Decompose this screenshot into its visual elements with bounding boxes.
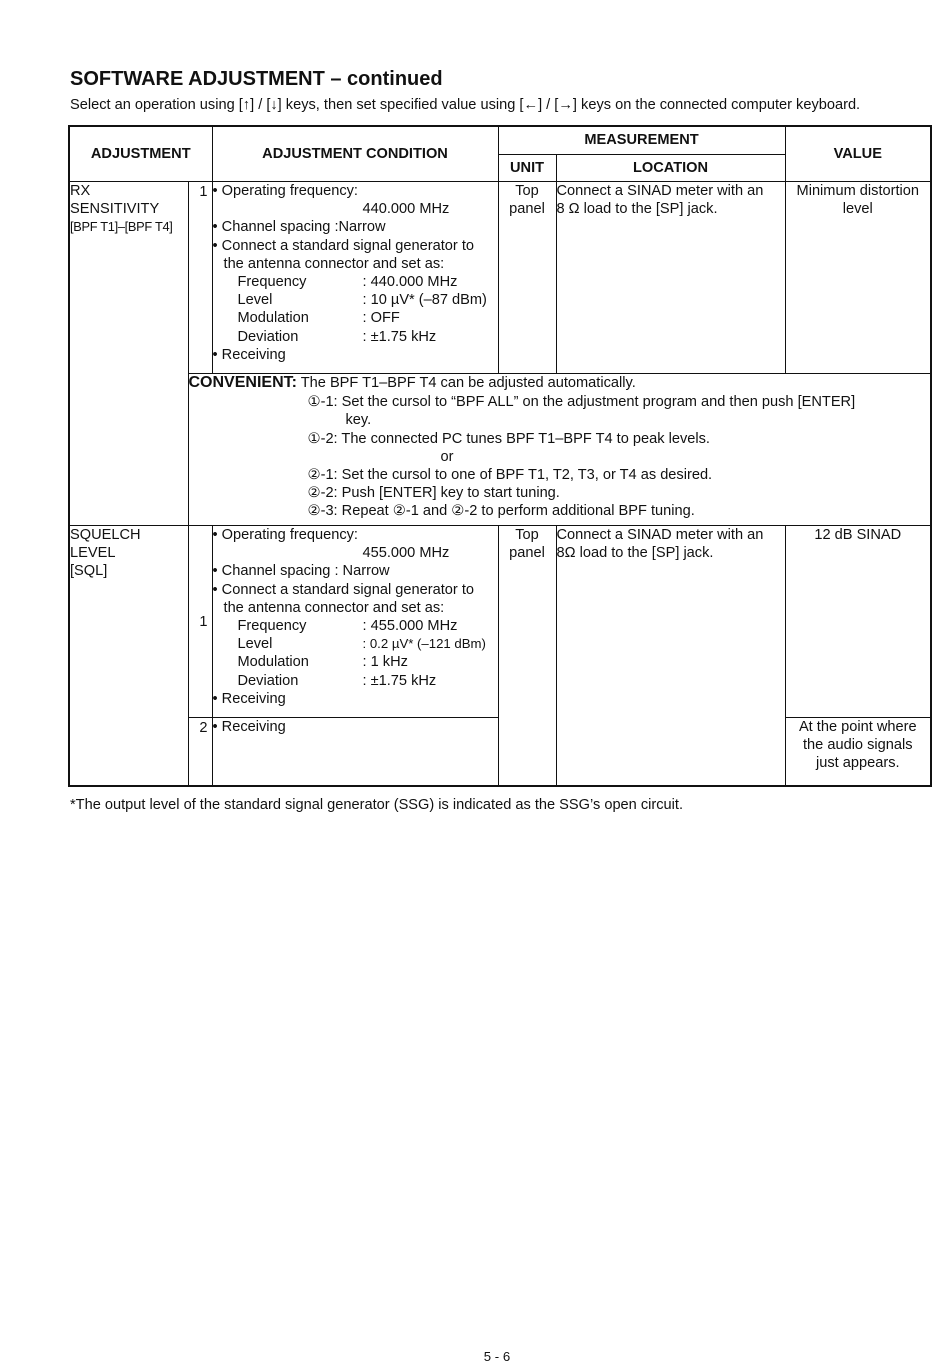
value-line: just appears. <box>816 755 900 772</box>
header-measurement: MEASUREMENT <box>498 126 785 155</box>
param-row <box>213 291 498 309</box>
adjustment-name-line: RX <box>70 183 91 199</box>
param-value: : 1 kHz <box>362 654 408 671</box>
adjustment-name-line: SENSITIVITY <box>70 201 160 218</box>
value-cell <box>785 182 931 374</box>
adjustment-name-squelch <box>69 526 188 787</box>
value-line: Minimum distortion <box>796 183 920 199</box>
adjustment-name-line: LEVEL <box>70 545 116 562</box>
convenient-step: ②-3: Repeat ②-1 and ②-2 to perform additional BPF tuning. <box>307 503 695 520</box>
unit-cell <box>498 182 556 374</box>
condition-line: • Channel spacing :Narrow <box>212 219 386 236</box>
convenient-step: ②-1: Set the cursol to one of BPF T1, T2, T3, or T4 as desired. <box>307 467 713 484</box>
adjustment-name-line: SQUELCH <box>70 527 141 543</box>
unit-line: Top <box>515 183 539 199</box>
param-row <box>213 328 498 346</box>
convenient-label: CONVENIENT: <box>188 374 297 391</box>
condition-line: 440.000 MHz <box>362 201 450 218</box>
location-cell <box>556 182 785 374</box>
condition-line: • Operating frequency: <box>212 183 358 199</box>
location-line: 8Ω load to the [SP] jack. <box>556 545 714 562</box>
param-key: Level <box>237 292 273 309</box>
param-row <box>213 617 498 635</box>
header-unit: UNIT <box>498 155 556 182</box>
param-row <box>213 653 498 671</box>
param-value: : ±1.75 kHz <box>362 328 437 345</box>
param-row <box>213 635 498 653</box>
header-row <box>69 126 931 155</box>
footnote: *The output level of the standard signal generator (SSG) is indicated as the SSG’s open circuit. <box>70 797 684 813</box>
step-number: 1 <box>188 526 212 718</box>
convenient-step: ②-2: Push [ENTER] key to start tuning. <box>307 485 560 502</box>
condition-cell <box>212 718 498 787</box>
condition-line: the antenna connector and set as: <box>223 599 445 616</box>
condition-line: • Receiving <box>212 346 286 363</box>
instruction-text: Select an operation using [↑] / [↓] keys, then set specified value using [←] / [→] keys on the connected computer keyboard. <box>70 97 861 113</box>
param-row <box>213 273 498 291</box>
page-title: SOFTWARE ADJUSTMENT – continued <box>70 68 443 90</box>
convenient-intro: The BPF T1–BPF T4 can be adjusted automatically. <box>296 375 636 391</box>
param-value: : 0.2 µV* (–121 dBm) <box>362 636 486 652</box>
value-cell <box>785 718 931 787</box>
convenient-step: ①-1: Set the cursol to “BPF ALL” on the adjustment program and then push [ENTER] <box>307 394 856 411</box>
param-key: Frequency <box>237 618 307 635</box>
adjustment-name-line: [BPF T1]–[BPF T4] <box>70 219 173 235</box>
param-value: : 10 µV* (–87 dBm) <box>362 292 487 309</box>
table-row-convenient <box>69 374 931 526</box>
condition-cell <box>212 526 498 718</box>
value-line: level <box>842 201 873 218</box>
location-line: Connect a SINAD meter with an <box>556 183 764 199</box>
param-row <box>213 309 498 327</box>
adjustment-table <box>68 125 932 787</box>
header-condition: ADJUSTMENT CONDITION <box>212 126 498 182</box>
condition-line: • Connect a standard signal generator to <box>212 237 474 254</box>
value-line: At the point where <box>798 719 917 735</box>
param-key: Modulation <box>237 654 309 671</box>
location-line: Connect a SINAD meter with an <box>556 527 764 543</box>
header-value: VALUE <box>785 126 931 182</box>
condition-cell <box>212 182 498 374</box>
condition-line: • Receiving <box>212 690 286 707</box>
header-adjustment: ADJUSTMENT <box>69 126 212 182</box>
condition-line: • Channel spacing : Narrow <box>212 563 390 580</box>
param-value: : 455.000 MHz <box>362 618 458 635</box>
unit-cell <box>498 526 556 787</box>
page-number: 5 - 6 <box>483 1349 511 1364</box>
param-value: : OFF <box>362 310 400 327</box>
condition-line: 455.000 MHz <box>362 545 450 562</box>
convenient-heading <box>189 374 931 392</box>
unit-line: panel <box>509 545 545 562</box>
unit-line: Top <box>515 527 539 543</box>
location-cell <box>556 526 785 787</box>
adjustment-name-line: [SQL] <box>70 563 108 580</box>
condition-line: the antenna connector and set as: <box>223 255 445 272</box>
param-key: Deviation <box>237 672 299 689</box>
value-line: the audio signals <box>803 737 913 754</box>
param-value: : ±1.75 kHz <box>362 672 437 689</box>
param-key: Level <box>237 636 273 653</box>
convenient-step: ①-2: The connected PC tunes BPF T1–BPF T4 to peak levels. <box>307 430 710 447</box>
param-key: Modulation <box>237 310 309 327</box>
param-key: Frequency <box>237 274 307 291</box>
convenient-step: key. <box>345 412 372 429</box>
table-row-squelch <box>69 526 931 718</box>
convenient-steps <box>189 393 931 520</box>
param-key: Deviation <box>237 328 299 345</box>
param-row <box>213 672 498 690</box>
header-location: LOCATION <box>556 155 785 182</box>
param-value: : 440.000 MHz <box>362 274 458 291</box>
condition-line: • Operating frequency: <box>212 527 358 543</box>
unit-line: panel <box>509 201 545 218</box>
condition-line: • Connect a standard signal generator to <box>212 581 474 598</box>
value-cell: 12 dB SINAD <box>785 526 931 718</box>
convenient-note <box>188 374 931 526</box>
step-number: 1 <box>188 182 212 374</box>
location-line: 8 Ω load to the [SP] jack. <box>556 201 718 218</box>
adjustment-name-rx <box>69 182 188 526</box>
table-row-rx-sensitivity <box>69 182 931 374</box>
step-number: 2 <box>188 718 212 787</box>
convenient-or: or <box>440 448 454 465</box>
condition-line: • Receiving <box>212 719 286 735</box>
